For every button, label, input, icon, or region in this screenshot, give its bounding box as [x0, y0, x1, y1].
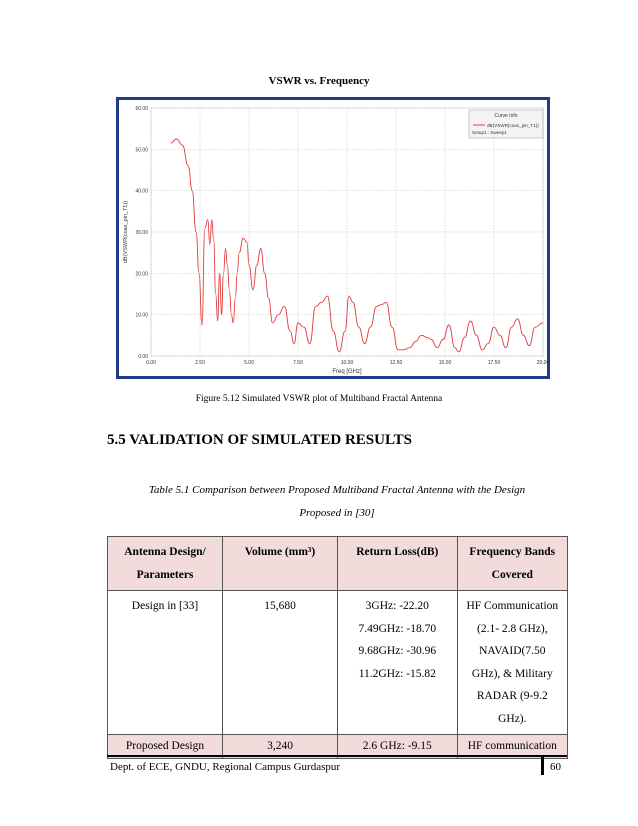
table-caption-line-2: Proposed in [30]	[299, 507, 375, 519]
x-tick-label: 12.50	[389, 360, 403, 366]
figure-caption: Figure 5.12 Simulated VSWR plot of Multiband Fractal Antenna	[195, 394, 443, 404]
y-tick-label: 60.00	[135, 106, 148, 112]
x-tick-labels	[146, 360, 549, 366]
cell-volume: 3,240	[223, 735, 338, 759]
table-row	[108, 591, 568, 735]
x-tick-label: 17.50	[487, 360, 501, 366]
cell-design: Proposed Design	[108, 735, 223, 759]
x-tick-label: 15.00	[438, 360, 452, 366]
chart-legend	[469, 110, 543, 138]
x-tick-label: 7.50	[293, 360, 303, 366]
section-heading: 5.5 VALIDATION OF SIMULATED RESULTS	[107, 432, 412, 448]
chart-svg	[119, 100, 550, 376]
legend-title: Curve Info	[494, 113, 518, 119]
x-tick-label: 5.00	[244, 360, 254, 366]
table-header-row	[108, 537, 568, 591]
cell-return-loss: 3GHz: -22.20 7.49GHz: -18.70 9.68GHz: -30.96 11.2GHz: -15.82	[338, 591, 458, 735]
page-number: 60	[550, 761, 561, 773]
table-caption	[107, 479, 567, 525]
y-tick-label: 10.00	[135, 312, 148, 319]
footer-department: Dept. of ECE, GNDU, Regional Campus Gurdaspur	[110, 761, 341, 773]
y-tick-label: 20.00	[135, 271, 148, 278]
header-frequency-bands: Frequency Bands Covered	[457, 537, 567, 591]
cell-volume: 15,680	[223, 591, 338, 735]
header-return-loss: Return Loss(dB)	[338, 537, 458, 591]
x-tick-label: 2.50	[195, 360, 205, 366]
vswr-chart	[116, 97, 550, 379]
y-tick-label: 50.00	[135, 147, 148, 154]
table-caption-line-1: Table 5.1 Comparison between Proposed Multiband Fractal Antenna with the Design	[148, 484, 526, 496]
cell-return-loss: 2.6 GHz: -9.15	[338, 735, 458, 759]
y-tick-label: 40.00	[135, 188, 148, 195]
header-antenna-design: Antenna Design/ Parameters	[108, 537, 223, 591]
x-tick-label: 10.00	[340, 360, 354, 366]
x-tick-label: 20.00	[536, 360, 550, 366]
y-tick-label: 30.00	[135, 230, 148, 236]
footer-separator	[541, 757, 544, 775]
x-tick-label: 0.00	[146, 360, 156, 366]
x-axis-label: Freq [GHz]	[332, 369, 362, 375]
y-tick-labels	[135, 106, 148, 360]
header-volume: Volume (mm³)	[223, 537, 338, 591]
y-tick-label: 0.00	[138, 354, 148, 360]
cell-design: Design in [33]	[108, 591, 223, 735]
figure-title: VSWR vs. Frequency	[268, 75, 370, 87]
legend-entry-setup: Setup1 : Sweep1	[472, 130, 507, 135]
y-axis-label: dB(VSWR(coax_pin_T1))	[123, 200, 129, 264]
legend-entry-series: dB(VSWR(coax_pin_T1))	[487, 123, 539, 128]
cell-frequency-bands: HF communication	[457, 735, 567, 759]
cell-frequency-bands: HF Communication (2.1- 2.8 GHz), NAVAID(7.50 GHz), & Military RADAR (9-9.2 GHz).	[457, 591, 567, 735]
footer-rule	[107, 755, 567, 757]
comparison-table	[107, 536, 568, 759]
